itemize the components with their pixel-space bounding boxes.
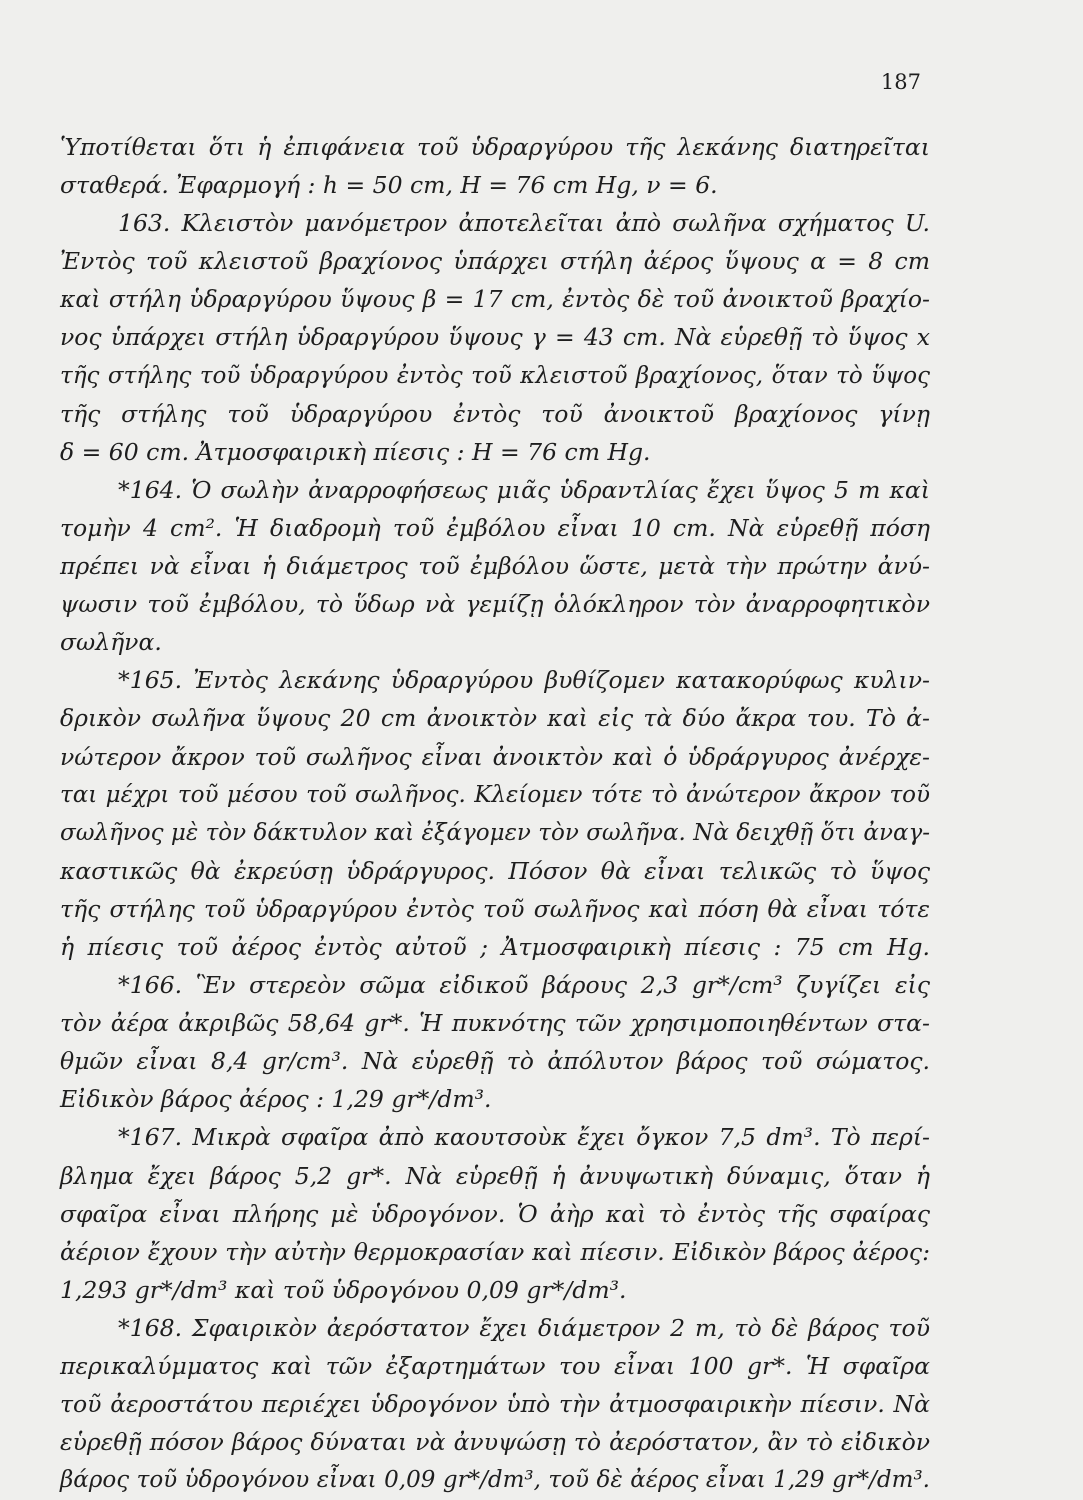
- text-line: εὑρεθῇ πόσον βάρος δύναται νὰ ἀνυψώσῃ τὸ ἀερόστατον, ἂν τὸ εἰδικὸν: [60, 1428, 930, 1457]
- text-line: πρέπει νὰ εἶναι ἡ διάμετρος τοῦ ἐμβόλου ὥστε, μετὰ τὴν πρώτην ἀνύ-: [60, 552, 930, 581]
- text-line: τομὴν 4 cm². Ἡ διαδρομὴ τοῦ ἐμβόλου εἶναι 10 cm. Νὰ εὑρεθῇ πόση: [60, 513, 930, 542]
- text-line: Εἰδικὸν βάρος ἀέρος : 1,29 gr*/dm³.: [60, 1085, 492, 1114]
- body-text: [60, 128, 930, 1499]
- text-line: δ = 60 cm. Ἀτμοσφαιρικὴ πίεσις : H = 76 cm Hg.: [60, 437, 651, 466]
- text-line: δρικὸν σωλῆνα ὕψους 20 cm ἀνοικτὸν καὶ εἰς τὰ δύο ἄκρα του. Τὸ ἀ-: [60, 704, 930, 733]
- text-line: καὶ στήλη ὑδραργύρου ὕψους β = 17 cm, ἐντὸς δὲ τοῦ ἀνοικτοῦ βραχίο-: [60, 285, 930, 314]
- text-line: τοῦ ἀεροστάτου περιέχει ὑδρογόνον ὑπὸ τὴν ἀτμοσφαιρικὴν πίεσιν. Νὰ: [60, 1390, 930, 1419]
- text-line: ἀέριον ἔχουν τὴν αὐτὴν θερμοκρασίαν καὶ πίεσιν. Εἰδικὸν βάρος ἀέρος:: [60, 1237, 930, 1266]
- text-line: Ὑποτίθεται ὅτι ἡ ἐπιφάνεια τοῦ ὑδραργύρου τῆς λεκάνης διατηρεῖται: [60, 133, 930, 161]
- text-line: 163. Κλειστὸν μανόμετρον ἀποτελεῖται ἀπὸ σωλῆνα σχήματος U.: [118, 209, 930, 238]
- text-line: σταθερά. Ἐφαρμογή : h = 50 cm, H = 76 cm Hg, ν = 6.: [60, 171, 718, 200]
- text-line: ψωσιν τοῦ ἐμβόλου, τὸ ὕδωρ νὰ γεμίζῃ ὁλόκληρον τὸν ἀναρροφητικὸν: [60, 590, 930, 619]
- text-line: τῆς στήλης τοῦ ὑδραργύρου ἐντὸς τοῦ κλειστοῦ βραχίονος, ὅταν τὸ ὕψος: [60, 362, 930, 389]
- text-line: *166. Ἓν στερεὸν σῶμα εἰδικοῦ βάρους 2,3 gr*/cm³ ζυγίζει εἰς: [118, 971, 930, 1000]
- text-line: Ἐντὸς τοῦ κλειστοῦ βραχίονος ὑπάρχει στήλη ἀέρος ὕψους α = 8 cm: [60, 247, 930, 276]
- text-line: *167. Μικρὰ σφαῖρα ἀπὸ καουτσοὺκ ἔχει ὄγκον 7,5 dm³. Τὸ περί-: [118, 1123, 930, 1152]
- text-line: τὸν ἀέρα ἀκριβῶς 58,64 gr*. Ἡ πυκνότης τῶν χρησιμοποιηθέντων στα-: [60, 1009, 930, 1038]
- text-line: 1,293 gr*/dm³ καὶ τοῦ ὑδρογόνου 0,09 gr*/dm³.: [60, 1275, 627, 1304]
- text-line: σωλῆνα.: [60, 628, 162, 657]
- text-line: *164. Ὁ σωλὴν ἀναρροφήσεως μιᾶς ὑδραντλίας ἔχει ὕψος 5 m καὶ: [118, 475, 930, 504]
- text-line: τῆς στήλης τοῦ ὑδραργύρου ἐντὸς τοῦ σωλῆνος καὶ πόση θὰ εἶναι τότε: [60, 894, 930, 923]
- page-number: 187: [880, 70, 921, 94]
- text-line: βλημα ἔχει βάρος 5,2 gr*. Νὰ εὑρεθῇ ἡ ἀνυψωτικὴ δύναμις, ὅταν ἡ: [60, 1161, 930, 1190]
- text-line: *168. Σφαιρικὸν ἀερόστατον ἔχει διάμετρον 2 m, τὸ δὲ βάρος τοῦ: [118, 1313, 930, 1342]
- text-line: θμῶν εἶναι 8,4 gr/cm³. Νὰ εὑρεθῇ τὸ ἀπόλυτον βάρος τοῦ σώματος.: [60, 1047, 930, 1076]
- text-line: σφαῖρα εἶναι πλήρης μὲ ὑδρογόνον. Ὁ ἀὴρ καὶ τὸ ἐντὸς τῆς σφαίρας: [60, 1199, 930, 1228]
- text-line: καστικῶς θὰ ἐκρεύσῃ ὑδράργυρος. Πόσον θὰ εἶναι τελικῶς τὸ ὕψος: [60, 856, 930, 885]
- text-line: τῆς στήλης τοῦ ὑδραργύρου ἐντὸς τοῦ ἀνοικτοῦ βραχίονος γίνῃ: [60, 399, 930, 428]
- text-line: *165. Ἐντὸς λεκάνης ὑδραργύρου βυθίζομεν κατακορύφως κυλιν-: [118, 666, 930, 695]
- text-line: ται μέχρι τοῦ μέσου τοῦ σωλῆνος. Κλείομεν τότε τὸ ἀνώτερον ἄκρον τοῦ: [60, 781, 930, 808]
- text-line: σωλῆνος μὲ τὸν δάκτυλον καὶ ἐξάγομεν τὸν σωλῆνα. Νὰ δειχθῇ ὅτι ἀναγ-: [60, 819, 930, 846]
- text-line: ἡ πίεσις τοῦ ἀέρος ἐντὸς αὐτοῦ ; Ἀτμοσφαιρικὴ πίεσις : 75 cm Hg.: [60, 932, 930, 961]
- text-line: περικαλύμματος καὶ τῶν ἐξαρτημάτων του εἶναι 100 gr*. Ἡ σφαῖρα: [60, 1352, 930, 1380]
- text-line: νώτερον ἄκρον τοῦ σωλῆνος εἶναι ἀνοικτὸν καὶ ὁ ὑδράργυρος ἀνέρχε-: [60, 742, 930, 771]
- text-line: νος ὑπάρχει στήλη ὑδραργύρου ὕψους γ = 43 cm. Νὰ εὑρεθῇ τὸ ὕψος x: [60, 323, 930, 352]
- text-line: βάρος τοῦ ὑδρογόνου εἶναι 0,09 gr*/dm³, τοῦ δὲ ἀέρος εἶναι 1,29 gr*/dm³.: [60, 1467, 930, 1494]
